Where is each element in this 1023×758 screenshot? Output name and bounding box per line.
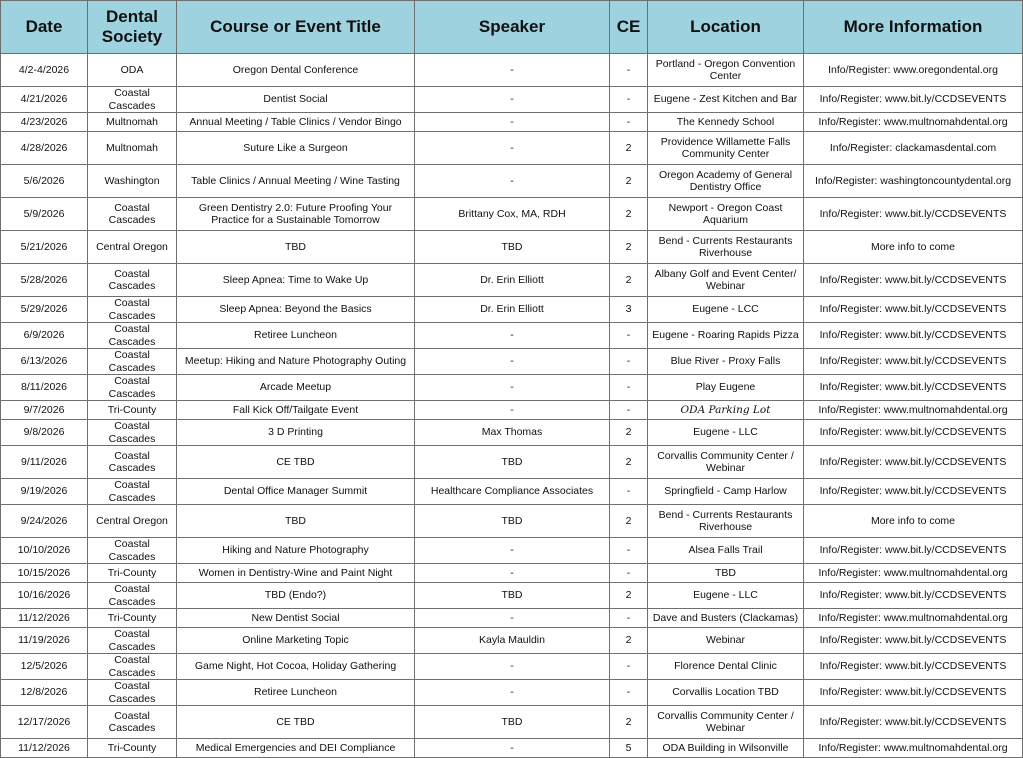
table-row	[1, 706, 1023, 739]
cell-dental-society: Coastal Cascades	[88, 446, 177, 479]
cell-more-information: Info/Register: www.multnomahdental.org	[804, 564, 1023, 583]
cell-more-information: Info/Register: washingtoncountydental.org	[804, 165, 1023, 198]
table-row	[1, 323, 1023, 349]
cell-ce: 2	[610, 583, 648, 609]
cell-more-information: Info/Register: www.bit.ly/CCDSEVENTS	[804, 446, 1023, 479]
cell-more-information: More info to come	[804, 231, 1023, 264]
cell-date: 12/17/2026	[1, 706, 88, 739]
cell-dental-society: Central Oregon	[88, 505, 177, 538]
cell-more-information: Info/Register: clackamasdental.com	[804, 132, 1023, 165]
cell-title: Sleep Apnea: Beyond the Basics	[177, 297, 415, 323]
cell-speaker: -	[415, 132, 610, 165]
cell-speaker: -	[415, 739, 610, 758]
table-row	[1, 654, 1023, 680]
cell-dental-society: Coastal Cascades	[88, 628, 177, 654]
cell-title: Dental Office Manager Summit	[177, 479, 415, 505]
cell-dental-society: Coastal Cascades	[88, 706, 177, 739]
cell-location: Bend - Currents Restaurants Riverhouse	[648, 505, 804, 538]
column-header-title: Course or Event Title	[177, 1, 415, 54]
cell-date: 4/23/2026	[1, 113, 88, 132]
cell-more-information: More info to come	[804, 505, 1023, 538]
cell-dental-society: Coastal Cascades	[88, 87, 177, 113]
cell-dental-society: Coastal Cascades	[88, 323, 177, 349]
table-row	[1, 564, 1023, 583]
table-row	[1, 375, 1023, 401]
column-header-more-information: More Information	[804, 1, 1023, 54]
cell-more-information: Info/Register: www.bit.ly/CCDSEVENTS	[804, 297, 1023, 323]
cell-speaker: -	[415, 349, 610, 375]
cell-speaker: TBD	[415, 706, 610, 739]
cell-location: Alsea Falls Trail	[648, 538, 804, 564]
cell-date: 11/19/2026	[1, 628, 88, 654]
cell-speaker: -	[415, 654, 610, 680]
cell-title: Suture Like a Surgeon	[177, 132, 415, 165]
cell-location: Eugene - LCC	[648, 297, 804, 323]
table-row	[1, 54, 1023, 87]
cell-dental-society: ODA	[88, 54, 177, 87]
cell-date: 8/11/2026	[1, 375, 88, 401]
cell-ce: 3	[610, 297, 648, 323]
cell-dental-society: Tri-County	[88, 401, 177, 420]
cell-ce: 2	[610, 446, 648, 479]
cell-date: 5/6/2026	[1, 165, 88, 198]
table-row	[1, 446, 1023, 479]
table-row	[1, 680, 1023, 706]
cell-date: 9/24/2026	[1, 505, 88, 538]
cell-ce: 2	[610, 505, 648, 538]
cell-location: Albany Golf and Event Center/ Webinar	[648, 264, 804, 297]
cell-speaker: Healthcare Compliance Associates	[415, 479, 610, 505]
cell-date: 9/19/2026	[1, 479, 88, 505]
cell-location: Bend - Currents Restaurants Riverhouse	[648, 231, 804, 264]
cell-date: 11/12/2026	[1, 739, 88, 758]
cell-more-information: Info/Register: www.bit.ly/CCDSEVENTS	[804, 680, 1023, 706]
cell-ce: 2	[610, 628, 648, 654]
cell-date: 6/13/2026	[1, 349, 88, 375]
cell-title: Oregon Dental Conference	[177, 54, 415, 87]
column-header-ce: CE	[610, 1, 648, 54]
table-row	[1, 739, 1023, 758]
cell-dental-society: Tri-County	[88, 739, 177, 758]
cell-dental-society: Coastal Cascades	[88, 297, 177, 323]
cell-dental-society: Coastal Cascades	[88, 479, 177, 505]
table-row	[1, 198, 1023, 231]
cell-title: Table Clinics / Annual Meeting / Wine Tasting	[177, 165, 415, 198]
cell-speaker: TBD	[415, 505, 610, 538]
column-header-dental-society: Dental Society	[88, 1, 177, 54]
cell-date: 5/28/2026	[1, 264, 88, 297]
cell-dental-society: Coastal Cascades	[88, 680, 177, 706]
cell-location: Newport - Oregon Coast Aquarium	[648, 198, 804, 231]
cell-speaker: TBD	[415, 231, 610, 264]
cell-ce: -	[610, 680, 648, 706]
cell-ce: -	[610, 349, 648, 375]
cell-dental-society: Tri-County	[88, 564, 177, 583]
cell-title: Game Night, Hot Cocoa, Holiday Gathering	[177, 654, 415, 680]
cell-ce: -	[610, 564, 648, 583]
cell-speaker: -	[415, 113, 610, 132]
cell-dental-society: Coastal Cascades	[88, 264, 177, 297]
table-row	[1, 113, 1023, 132]
cell-more-information: Info/Register: www.bit.ly/CCDSEVENTS	[804, 264, 1023, 297]
cell-date: 12/8/2026	[1, 680, 88, 706]
table-row	[1, 628, 1023, 654]
cell-dental-society: Multnomah	[88, 132, 177, 165]
cell-location: Dave and Busters (Clackamas)	[648, 609, 804, 628]
cell-date: 9/8/2026	[1, 420, 88, 446]
cell-speaker: -	[415, 165, 610, 198]
cell-location: TBD	[648, 564, 804, 583]
cell-date: 5/9/2026	[1, 198, 88, 231]
cell-more-information: Info/Register: www.oregondental.org	[804, 54, 1023, 87]
cell-more-information: Info/Register: www.bit.ly/CCDSEVENTS	[804, 583, 1023, 609]
cell-dental-society: Coastal Cascades	[88, 583, 177, 609]
cell-speaker: -	[415, 323, 610, 349]
cell-speaker: Max Thomas	[415, 420, 610, 446]
cell-date: 5/29/2026	[1, 297, 88, 323]
cell-more-information: Info/Register: www.bit.ly/CCDSEVENTS	[804, 706, 1023, 739]
cell-ce: -	[610, 375, 648, 401]
cell-ce: 2	[610, 706, 648, 739]
table-row	[1, 538, 1023, 564]
cell-ce: -	[610, 401, 648, 420]
cell-ce: 2	[610, 231, 648, 264]
cell-dental-society: Central Oregon	[88, 231, 177, 264]
cell-speaker: -	[415, 680, 610, 706]
cell-dental-society: Washington	[88, 165, 177, 198]
cell-date: 5/21/2026	[1, 231, 88, 264]
cell-title: Retiree Luncheon	[177, 323, 415, 349]
cell-title: TBD	[177, 505, 415, 538]
table-row	[1, 165, 1023, 198]
cell-ce: -	[610, 54, 648, 87]
cell-dental-society: Multnomah	[88, 113, 177, 132]
cell-title: Fall Kick Off/Tailgate Event	[177, 401, 415, 420]
cell-more-information: Info/Register: www.bit.ly/CCDSEVENTS	[804, 420, 1023, 446]
cell-date: 6/9/2026	[1, 323, 88, 349]
cell-more-information: Info/Register: www.bit.ly/CCDSEVENTS	[804, 375, 1023, 401]
column-header-speaker: Speaker	[415, 1, 610, 54]
table-row	[1, 231, 1023, 264]
cell-ce: -	[610, 113, 648, 132]
cell-title: Dentist Social	[177, 87, 415, 113]
cell-location: Webinar	[648, 628, 804, 654]
cell-title: Annual Meeting / Table Clinics / Vendor Bingo	[177, 113, 415, 132]
column-header-location: Location	[648, 1, 804, 54]
cell-date: 12/5/2026	[1, 654, 88, 680]
table-row	[1, 297, 1023, 323]
cell-more-information: Info/Register: www.bit.ly/CCDSEVENTS	[804, 479, 1023, 505]
cell-title: Green Dentistry 2.0: Future Proofing Your Practice for a Sustainable Tomorrow	[177, 198, 415, 231]
cell-location: ODA Parking Lot	[648, 401, 804, 420]
table-row	[1, 583, 1023, 609]
cell-speaker: -	[415, 54, 610, 87]
cell-location: Oregon Academy of General Dentistry Office	[648, 165, 804, 198]
cell-date: 10/10/2026	[1, 538, 88, 564]
cell-title: Retiree Luncheon	[177, 680, 415, 706]
cell-date: 9/11/2026	[1, 446, 88, 479]
cell-ce: 2	[610, 198, 648, 231]
cell-more-information: Info/Register: www.bit.ly/CCDSEVENTS	[804, 198, 1023, 231]
cell-more-information: Info/Register: www.bit.ly/CCDSEVENTS	[804, 87, 1023, 113]
cell-ce: 2	[610, 165, 648, 198]
cell-speaker: -	[415, 375, 610, 401]
table-row	[1, 479, 1023, 505]
cell-title: 3 D Printing	[177, 420, 415, 446]
cell-title: Sleep Apnea: Time to Wake Up	[177, 264, 415, 297]
cell-title: New Dentist Social	[177, 609, 415, 628]
table-row	[1, 132, 1023, 165]
cell-date: 4/21/2026	[1, 87, 88, 113]
cell-location: Eugene - LLC	[648, 583, 804, 609]
cell-ce: -	[610, 654, 648, 680]
cell-location: Play Eugene	[648, 375, 804, 401]
cell-dental-society: Coastal Cascades	[88, 654, 177, 680]
cell-date: 11/12/2026	[1, 609, 88, 628]
cell-ce: -	[610, 87, 648, 113]
cell-speaker: Brittany Cox, MA, RDH	[415, 198, 610, 231]
cell-more-information: Info/Register: www.bit.ly/CCDSEVENTS	[804, 628, 1023, 654]
cell-date: 9/7/2026	[1, 401, 88, 420]
table-row	[1, 609, 1023, 628]
cell-ce: -	[610, 609, 648, 628]
table-row	[1, 401, 1023, 420]
table-row	[1, 87, 1023, 113]
cell-dental-society: Coastal Cascades	[88, 538, 177, 564]
cell-speaker: -	[415, 401, 610, 420]
table-row	[1, 349, 1023, 375]
cell-speaker: TBD	[415, 583, 610, 609]
header-row	[1, 1, 1023, 54]
cell-ce: -	[610, 479, 648, 505]
cell-ce: -	[610, 323, 648, 349]
cell-speaker: -	[415, 564, 610, 583]
cell-ce: 5	[610, 739, 648, 758]
cell-ce: 2	[610, 132, 648, 165]
cell-more-information: Info/Register: www.multnomahdental.org	[804, 113, 1023, 132]
cell-ce: 2	[610, 420, 648, 446]
cell-date: 10/15/2026	[1, 564, 88, 583]
cell-speaker: Kayla Mauldin	[415, 628, 610, 654]
cell-title: Arcade Meetup	[177, 375, 415, 401]
cell-speaker: TBD	[415, 446, 610, 479]
cell-location: Florence Dental Clinic	[648, 654, 804, 680]
cell-location: The Kennedy School	[648, 113, 804, 132]
cell-dental-society: Coastal Cascades	[88, 375, 177, 401]
cell-date: 10/16/2026	[1, 583, 88, 609]
table-row	[1, 505, 1023, 538]
cell-title: Women in Dentistry-Wine and Paint Night	[177, 564, 415, 583]
cell-location: Blue River - Proxy Falls	[648, 349, 804, 375]
cell-location: Corvallis Community Center / Webinar	[648, 446, 804, 479]
cell-ce: 2	[610, 264, 648, 297]
cell-location: Eugene - LLC	[648, 420, 804, 446]
cell-more-information: Info/Register: www.bit.ly/CCDSEVENTS	[804, 323, 1023, 349]
cell-speaker: -	[415, 609, 610, 628]
cell-more-information: Info/Register: www.multnomahdental.org	[804, 739, 1023, 758]
cell-more-information: Info/Register: www.multnomahdental.org	[804, 609, 1023, 628]
cell-title: Meetup: Hiking and Nature Photography Outing	[177, 349, 415, 375]
cell-location: Corvallis Location TBD	[648, 680, 804, 706]
cell-more-information: Info/Register: www.bit.ly/CCDSEVENTS	[804, 654, 1023, 680]
cell-dental-society: Coastal Cascades	[88, 198, 177, 231]
cell-speaker: Dr. Erin Elliott	[415, 297, 610, 323]
cell-more-information: Info/Register: www.bit.ly/CCDSEVENTS	[804, 538, 1023, 564]
cell-dental-society: Tri-County	[88, 609, 177, 628]
cell-speaker: Dr. Erin Elliott	[415, 264, 610, 297]
cell-dental-society: Coastal Cascades	[88, 420, 177, 446]
cell-date: 4/2-4/2026	[1, 54, 88, 87]
cell-title: TBD	[177, 231, 415, 264]
cell-more-information: Info/Register: www.bit.ly/CCDSEVENTS	[804, 349, 1023, 375]
cell-more-information: Info/Register: www.multnomahdental.org	[804, 401, 1023, 420]
cell-title: Medical Emergencies and DEI Compliance	[177, 739, 415, 758]
table-row	[1, 264, 1023, 297]
cell-location: Eugene - Roaring Rapids Pizza	[648, 323, 804, 349]
cell-speaker: -	[415, 538, 610, 564]
cell-ce: -	[610, 538, 648, 564]
cell-location: Portland - Oregon Convention Center	[648, 54, 804, 87]
cell-title: Hiking and Nature Photography	[177, 538, 415, 564]
cell-title: Online Marketing Topic	[177, 628, 415, 654]
cell-speaker: -	[415, 87, 610, 113]
cell-location: Corvallis Community Center / Webinar	[648, 706, 804, 739]
cell-location: Providence Willamette Falls Community Center	[648, 132, 804, 165]
cell-title: TBD (Endo?)	[177, 583, 415, 609]
cell-location: ODA Building in Wilsonville	[648, 739, 804, 758]
cell-title: CE TBD	[177, 446, 415, 479]
cell-location: Springfield - Camp Harlow	[648, 479, 804, 505]
cell-location: Eugene - Zest Kitchen and Bar	[648, 87, 804, 113]
column-header-date: Date	[1, 1, 88, 54]
table-row	[1, 420, 1023, 446]
cell-date: 4/28/2026	[1, 132, 88, 165]
cell-dental-society: Coastal Cascades	[88, 349, 177, 375]
cell-title: CE TBD	[177, 706, 415, 739]
table-body	[1, 54, 1023, 758]
